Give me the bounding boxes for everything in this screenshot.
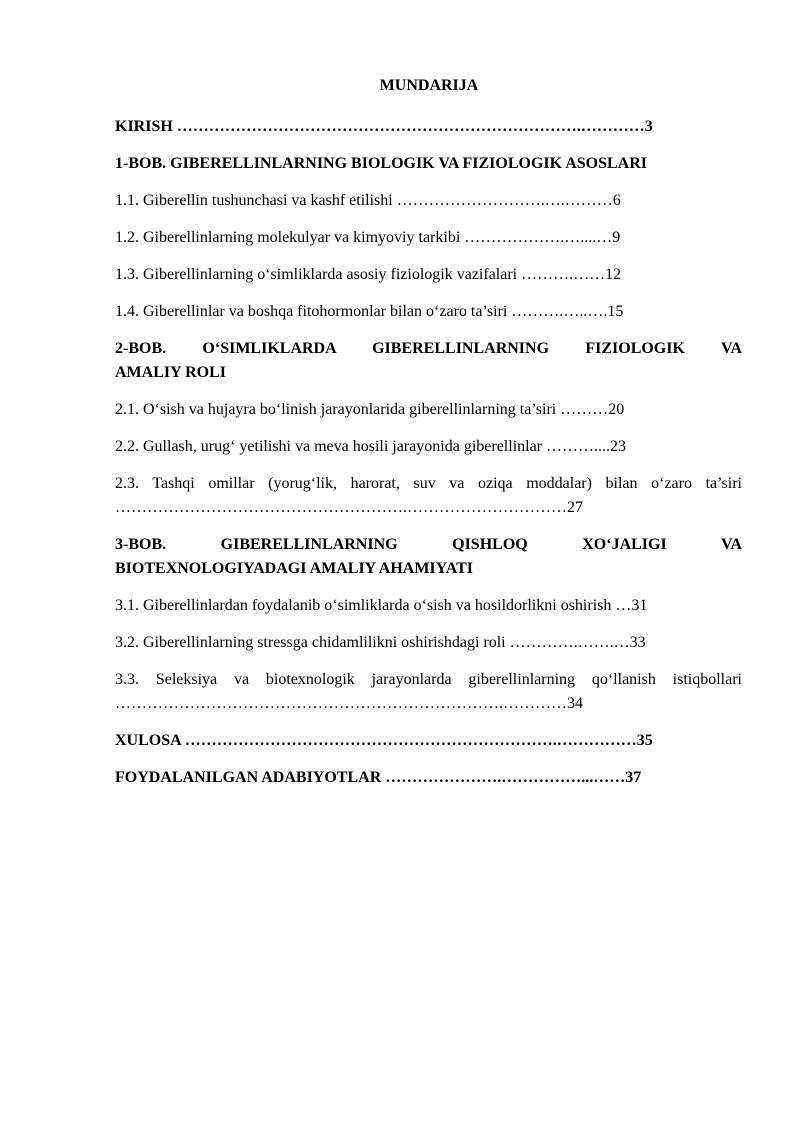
- toc-chapter-2-line-2: AMALIY ROLI: [115, 364, 226, 381]
- toc-entry-1-4[interactable]: 1.4. Giberellinlar va boshqa fitohormonlar bilan o‘zaro ta’siri ……….…..….15: [115, 303, 624, 320]
- toc-entry-kirish[interactable]: KIRISH ………………………………………………………………….…………3: [115, 118, 653, 135]
- toc-entry-xulosa[interactable]: XULOSA …………………………………………………………….……………35: [115, 732, 653, 749]
- toc-entry-2-2[interactable]: 2.2. Gullash, urug‘ yetilishi va meva hosili jarayonida giberellinlar ………....23: [115, 438, 627, 455]
- toc-entry-2-3-line-2: ……………………………………………….…………………………27: [115, 499, 583, 516]
- toc-entry-2-1[interactable]: 2.1. O‘sish va hujayra bo‘linish jarayonlarida giberellinlarning ta’siri ………20: [115, 401, 625, 418]
- toc-entry-2-3[interactable]: [115, 472, 742, 520]
- page-title: MUNDARIJA: [379, 77, 479, 94]
- table-of-contents: [115, 115, 742, 803]
- toc-entry-foydalanilgan-adabiyotlar[interactable]: FOYDALANILGAN ADABIYOTLAR ………………….……………...……37: [115, 769, 642, 786]
- toc-entry-3-3-line-2: ……………………………………………………………….…………34: [115, 695, 583, 712]
- toc-chapter-3[interactable]: [115, 533, 742, 581]
- toc-chapter-3-line-2: BIOTEXNOLOGIYADAGI AMALIY AHAMIYATI: [115, 560, 473, 577]
- toc-entry-1-2[interactable]: 1.2. Giberellinlarning molekulyar va kimyoviy tarkibi ……………….…....…9: [115, 229, 621, 246]
- toc-entry-3-2[interactable]: 3.2. Giberellinlarning stressga chidamlilikni oshirishdagi roli ………….…….…33: [115, 634, 646, 651]
- toc-chapter-3-line-1: 3-BOB. GIBERELLINLARNING QISHLOQ XO‘JALIGI VA: [115, 536, 742, 553]
- toc-entry-1-3[interactable]: 1.3. Giberellinlarning o‘simliklarda asosiy fiziologik vazifalari ……….……12: [115, 266, 622, 283]
- toc-chapter-1[interactable]: 1-BOB. GIBERELLINLARNING BIOLOGIK VA FIZIOLOGIK ASOSLARI: [115, 155, 647, 172]
- toc-entry-3-3[interactable]: [115, 668, 742, 716]
- toc-chapter-2[interactable]: [115, 337, 742, 385]
- toc-entry-1-1[interactable]: 1.1. Giberellin tushunchasi va kashf etilishi ……………………….….………6: [115, 192, 621, 209]
- toc-entry-2-3-line-1: 2.3. Tashqi omillar (yorug‘lik, harorat, suv va oziqa moddalar) bilan o‘zaro ta’siri: [115, 475, 742, 492]
- toc-entry-3-3-line-1: 3.3. Seleksiya va biotexnologik jarayonlarda giberellinlarning qo‘llanish istiqbollari: [115, 671, 742, 688]
- toc-chapter-2-line-1: 2-BOB. O‘SIMLIKLARDA GIBERELLINLARNING FIZIOLOGIK VA: [115, 340, 742, 357]
- toc-entry-3-1[interactable]: 3.1. Giberellinlardan foydalanib o‘simliklarda o‘sish va hosildorlikni oshirish …31: [115, 597, 648, 614]
